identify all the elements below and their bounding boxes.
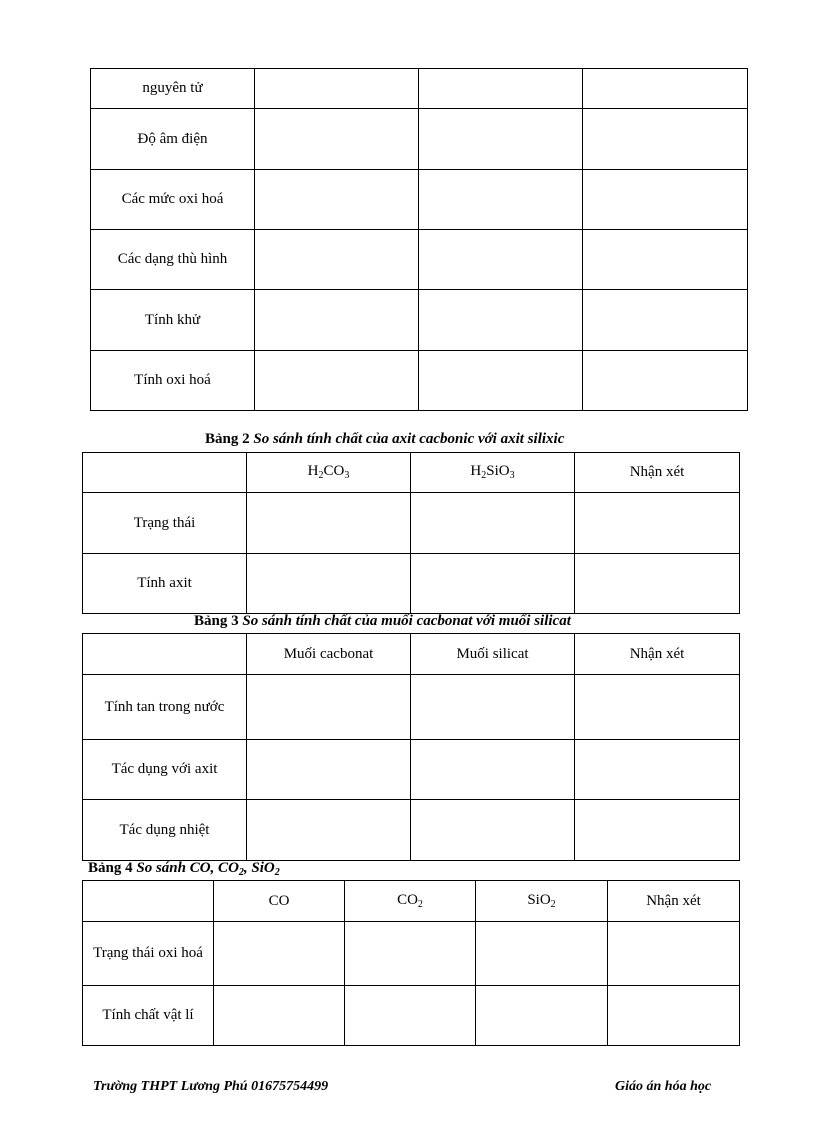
table-header-row [83,634,740,675]
table-row [83,493,740,554]
table-4 [82,880,740,1046]
row-label: Các mức oxi hoá [91,170,255,230]
table-row [83,554,740,614]
table-row [91,290,748,351]
table-2 [82,452,740,614]
table-row [91,170,748,230]
table-header-row [83,453,740,493]
table-row [91,109,748,170]
table-row [91,69,748,109]
row-label: nguyên tử [91,69,255,109]
table-row [83,675,740,740]
table-3-caption: Bảng 3 So sánh tính chất của muối cacbonat với muối silicat [194,613,571,629]
table-3 [82,633,740,861]
header-nhan-xet: Nhận xét [608,881,740,922]
table-header-row [83,881,740,922]
row-label: Tác dụng nhiệt [83,800,247,861]
table-row [83,922,740,986]
header-co2: $CO_2$ [345,881,476,922]
row-label: Tính khử [91,290,255,351]
header-muoi-silicat: Muối silicat [411,634,575,675]
row-label: Trạng thái [83,493,247,554]
header-h2co3: $H_2CO_3$ [247,453,411,493]
table-row [91,230,748,290]
table-row [91,351,748,411]
row-label: Tính axit [83,554,247,614]
row-label: Các dạng thù hình [91,230,255,290]
header-muoi-cacbonat: Muối cacbonat [247,634,411,675]
table-row [83,986,740,1046]
table-row [83,800,740,861]
header-co: CO [214,881,345,922]
table-1 [90,68,748,411]
header-sio2: SiO$_2$ [476,881,608,922]
row-label: Tính oxi hoá [91,351,255,411]
header-nhan-xet: Nhận xét [575,453,740,493]
footer-right: Giáo án hóa học [615,1079,712,1094]
row-label: Tính tan trong nước [83,675,247,740]
row-label: Độ âm điện [91,109,255,170]
header-h2sio3: $H_2SiO_3$ [411,453,575,493]
header-nhan-xet: Nhận xét [575,634,740,675]
row-label: Tác dụng với axit [83,740,247,800]
table-row [83,740,740,800]
footer-left: Trường THPT Lương Phú 01675754499 [93,1079,329,1094]
table-4-caption: Bảng 4 So sánh CO, $CO_2$, SiO$_2$ [88,860,280,878]
table-2-caption: Bảng 2 So sánh tính chất của axit cacbonic với axit silixic [205,431,565,447]
row-label: Trạng thái oxi hoá [83,922,214,986]
row-label: Tính chất vật lí [83,986,214,1046]
